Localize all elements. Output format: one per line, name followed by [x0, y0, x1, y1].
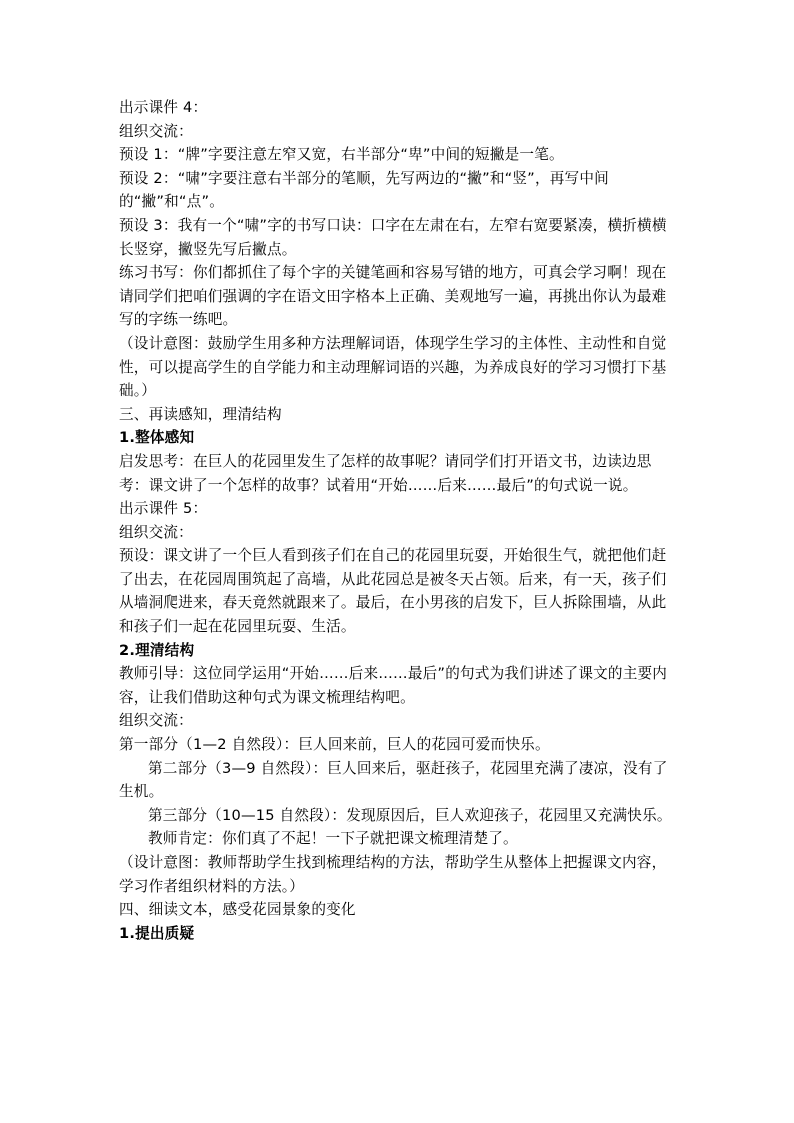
document-body	[119, 96, 679, 945]
section-heading-3: 三、再读感知，理清结构	[119, 405, 282, 423]
paragraph-inspire-thinking: 启发思考：在巨人的花园里发生了怎样的故事呢？请同学们打开语文书，边读边思考：课文讲了一个怎样的故事？试着用“开始……后来……最后”的句式说一说。	[119, 452, 652, 494]
paragraph-teacher-praise: 教师肯定：你们真了不起！一下子就把课文梳理清楚了。	[148, 830, 518, 848]
paragraph-writing-practice: 练习书写：你们都抓住了每个字的关键笔画和容易写错的地方，可真会学习啊！现在请同学们把咱们强调的字在语文田字格本上正确、美观地写一遍，再挑出你认为最难写的字练一练吧。	[119, 264, 667, 329]
paragraph-part-2: 第二部分（3—9 自然段）：巨人回来后，驱赶孩子，花园里充满了凄凉，没有了生机。	[119, 759, 668, 801]
paragraph-design-intent-1: （设计意图：鼓励学生用多种方法理解词语，体现学生学习的主体性、主动性和自觉性，可以提高学生的自学能力和主动理解词语的兴趣，为养成良好的学习习惯打下基础。）	[119, 334, 667, 400]
paragraph-discussion-3: 组织交流：	[119, 712, 193, 730]
paragraph-design-intent-2: （设计意图：教师帮助学生找到梳理结构的方法，帮助学生从整体上把握课文内容，学习作者组织材料的方法。）	[119, 854, 667, 895]
paragraph-teacher-guide: 教师引导：这位同学运用“开始……后来……最后”的句式为我们讲述了课文的主要内容，让我们借助这种句式为课文梳理结构吧。	[119, 665, 668, 706]
paragraph-preset-2: 预设 2：“啸”字要注意右半部分的笔顺，先写两边的“撇”和“竖”，再写中间的“撇”和“点”。	[119, 169, 609, 211]
paragraph-discussion: 组织交流：	[119, 122, 193, 140]
subheading-structure: 2.理清结构	[119, 641, 195, 659]
paragraph-part-3: 第三部分（10—15 自然段）：发现原因后，巨人欢迎孩子，花园里又充满快乐。	[148, 806, 672, 824]
paragraph-preset-3: 预设 3：我有一个“啸”字的书写口诀：口字在左肃在右，左窄右宽要紧凑，横折横横长竖穿，撇竖先写后撇点。	[119, 216, 667, 258]
paragraph-preset-1: 预设 1：“牌”字要注意左窄又宽，右半部分“卑”中间的短撇是一笔。	[119, 146, 564, 164]
paragraph-discussion-2: 组织交流：	[119, 523, 193, 541]
paragraph-preset-story: 预设：课文讲了一个巨人看到孩子们在自己的花园里玩耍，开始很生气，就把他们赶了出去，在花园周围筑起了高墙，从此花园总是被冬天占领。后来，有一天，孩子们从墙洞爬进来，春天竟然就跟来了。最后，在小男孩的启发下，巨人拆除围墙，从此和孩子们一起在花园里玩耍、生活。	[119, 547, 667, 636]
section-heading-4: 四、细读文本，感受花园景象的变化	[119, 901, 356, 919]
subheading-raise-questions: 1.提出质疑	[119, 924, 195, 942]
paragraph-courseware-5: 出示课件 5：	[119, 500, 208, 518]
subheading-overall-perception: 1.整体感知	[119, 429, 195, 447]
paragraph-part-1: 第一部分（1—2 自然段）：巨人回来前，巨人的花园可爱而快乐。	[119, 736, 550, 754]
paragraph-courseware-4: 出示课件 4：	[119, 99, 208, 116]
